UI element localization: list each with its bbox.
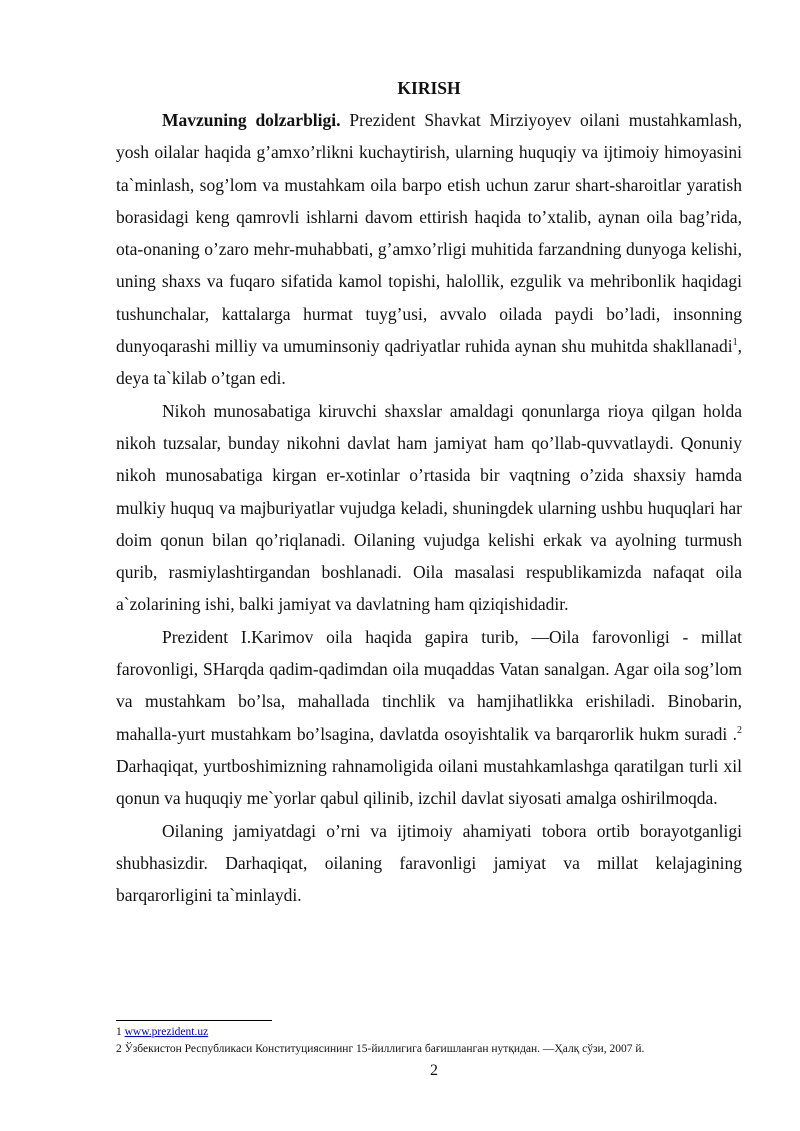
paragraph-3-tail: Darhaqiqat, yurtboshimizning rahnamoligida oilani mustahkamlashga qaratilgan turli xil qonun va huquqiy me`yorlar qabul qilinib, izchil davlat siyosati amalga oshirilmoqda. [116, 755, 742, 809]
paragraph-1 [116, 104, 742, 395]
paragraph-1-heading: Mavzuning dolzarbligi. [162, 110, 341, 130]
footnote-ref-2: 2 [737, 724, 742, 736]
page-title: KIRISH [397, 78, 461, 98]
paragraph-1-tail: , deya ta`kilab o’tgan edi. [116, 336, 742, 389]
document-body [116, 76, 742, 911]
paragraph-3-text: Prezident I.Karimov oila haqida gapira turib, ―Oila farovonligi - millat farovonligi, SHarqda qadim-qadimdan oila muqaddas Vatan sanalgan. Agar oila sog’lom va mustahkam bo’lsa, mahallada tinchlik va hamjihatlikka erishiladi. Binobarin, mahalla-yurt mustahkam bo’lsagina, davlatda osoyishtalik va barqarorlik hukm suradi . [116, 626, 742, 744]
footnote-ref-1: 1 [732, 337, 738, 349]
footnote-separator [116, 1020, 272, 1021]
paragraph-3 [116, 621, 742, 815]
footnote-1 [116, 1025, 208, 1039]
paragraph-1-text: Prezident Shavkat Mirziyoyev oilani mustahkamlash, yosh oilalar haqida g’amxo’rlikni kuchaytirish, ularning huquqiy va ijtimoiy himoyasini ta`minlash, sog’lom va mustahkam oila barpo etish uchun zarur shart-sharoitlar yaratish borasidagi keng qamrovli ishlarni davom ettirish haqida to’xtalib, aynan oila bag’rida, ota-onaning o’zaro mehr-muhabbati, g’amxo’rligi muhitida farzandning dunyoga kelishi, uning shaxs va fuqaro sifatida kamol topishi, halollik, ezgulik va mehribonlik haqidagi tushunchalar, kattalarga hurmat tuyg’usi, avvalo oilada paydi bo’ladi, insonning dunyoqarashi milliy va umuminsoniy qadriyatlar ruhida aynan shu muhitda shakllanadi [116, 110, 743, 357]
paragraph-4: Oilaning jamiyatdagi o’rni va ijtimoiy ahamiyati tobora ortib borayotganligi shubhasizdir. Darhaqiqat, oilaning faravonligi jamiyat va millat kelajagining barqarorligini ta`minlaydi. [116, 820, 742, 906]
paragraph-2: Nikoh munosabatiga kiruvchi shaxslar amaldagi qonunlarga rioya qilgan holda nikoh tuzsalar, bunday nikohni davlat ham jamiyat ham qo’llab-quvvatlaydi. Qonuniy nikoh munosabatiga kirgan er-xotinlar o’rtasida bir vaqtning o’zida shaxsiy hamda mulkiy huquq va majburiyatlar vujudga keladi, shuningdek ularning ushbu huquqlari har doim qonun bilan qo’riqlanadi. Oilaning vujudga kelishi erkak va ayolning turmush qurib, rasmiylashtirgandan boshlanadi. Oila masalasi respublikamizda nafaqat oila a`zolarining ishi, balki jamiyat va davlatning ham qiziqishidadir. [116, 400, 742, 615]
footnote-1-number: 1 [116, 1026, 125, 1038]
page-number: 2 [430, 1062, 438, 1079]
footnote-2: 2 Ўзбекистон Республикаси Конституциясининг 15-йиллигига бағишланган нутқидан. ―Ҳалқ сўзи, 2007 й. [116, 1043, 645, 1055]
footnote-1-link[interactable]: www.prezident.uz [124, 1026, 209, 1038]
